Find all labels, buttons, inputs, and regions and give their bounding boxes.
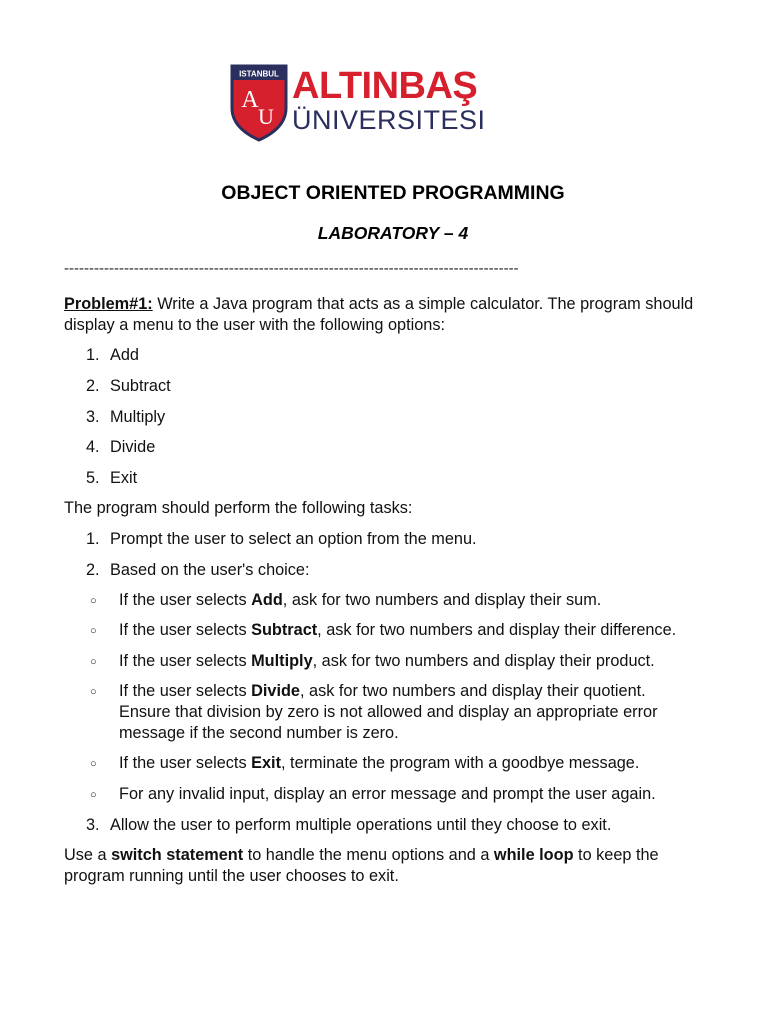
logo-name-top: ALTINBAŞ bbox=[292, 65, 478, 107]
bullet-icon: ○ bbox=[90, 625, 97, 637]
shield-label: ISTANBUL bbox=[239, 69, 279, 79]
closing-paragraph: Use a switch statement to handle the menu options and a while loop to keep the program running until the user chooses to exit. bbox=[64, 846, 659, 885]
bullet-icon: ○ bbox=[90, 758, 97, 770]
choice-text: If the user selects Exit, terminate the program with a goodbye message. bbox=[119, 754, 640, 772]
task-text: Prompt the user to select an option from the menu. bbox=[110, 530, 477, 548]
task-item bbox=[86, 529, 477, 551]
choice-text: For any invalid input, display an error message and prompt the user again. bbox=[119, 785, 656, 803]
choice-text: If the user selects Add, ask for two numbers and display their sum. bbox=[119, 591, 602, 609]
bullet-icon: ○ bbox=[90, 789, 97, 801]
bullet-icon: ○ bbox=[90, 595, 97, 607]
choice-text: If the user selects Divide, ask for two numbers and display their quotient. Ensure that division by zero is not allowed and display an appropriate error message if the second number is zero. bbox=[119, 682, 658, 742]
choice-text: If the user selects Subtract, ask for two numbers and display their difference. bbox=[119, 621, 677, 639]
shield-emblem-icon bbox=[228, 62, 290, 142]
svg-text:A: A bbox=[241, 87, 259, 113]
option-number: 5. bbox=[86, 469, 100, 487]
task-text: Allow the user to perform multiple operations until they choose to exit. bbox=[110, 816, 612, 834]
dashed-divider: ------------------------------------------------------------------------------------------- bbox=[64, 260, 519, 277]
task-number: 1. bbox=[86, 530, 100, 548]
bullet-icon: ○ bbox=[90, 686, 97, 698]
university-logo bbox=[228, 62, 490, 144]
menu-option bbox=[86, 437, 155, 459]
task-item bbox=[86, 815, 611, 837]
svg-text:U: U bbox=[258, 104, 274, 129]
option-number: 3. bbox=[86, 408, 100, 426]
choice-text: If the user selects Multiply, ask for two numbers and display their product. bbox=[119, 652, 655, 670]
menu-option bbox=[86, 407, 165, 429]
option-label: Subtract bbox=[110, 377, 171, 395]
option-label: Exit bbox=[110, 469, 138, 487]
task-text: Based on the user's choice: bbox=[110, 561, 310, 579]
problem-label: Problem#1: bbox=[64, 295, 153, 313]
document-title: OBJECT ORIENTED PROGRAMMING bbox=[221, 182, 565, 204]
task-number: 2. bbox=[86, 561, 100, 579]
problem-statement bbox=[64, 294, 724, 336]
document-subtitle: LABORATORY – 4 bbox=[317, 223, 469, 243]
task-item bbox=[86, 560, 310, 582]
option-label: Add bbox=[110, 346, 139, 364]
option-number: 1. bbox=[86, 346, 100, 364]
tasks-intro: The program should perform the following tasks: bbox=[64, 499, 413, 517]
option-number: 2. bbox=[86, 377, 100, 395]
menu-option bbox=[86, 345, 139, 367]
logo-name-bottom: ÜNIVERSITESI bbox=[292, 105, 486, 135]
option-number: 4. bbox=[86, 438, 100, 456]
option-label: Multiply bbox=[110, 408, 166, 426]
menu-option bbox=[86, 468, 137, 490]
bullet-icon: ○ bbox=[90, 656, 97, 668]
menu-option bbox=[86, 376, 171, 398]
task-number: 3. bbox=[86, 816, 100, 834]
problem-text: Write a Java program that acts as a simple calculator. The program should display a menu to the user with the following options: bbox=[64, 295, 694, 334]
option-label: Divide bbox=[110, 438, 156, 456]
